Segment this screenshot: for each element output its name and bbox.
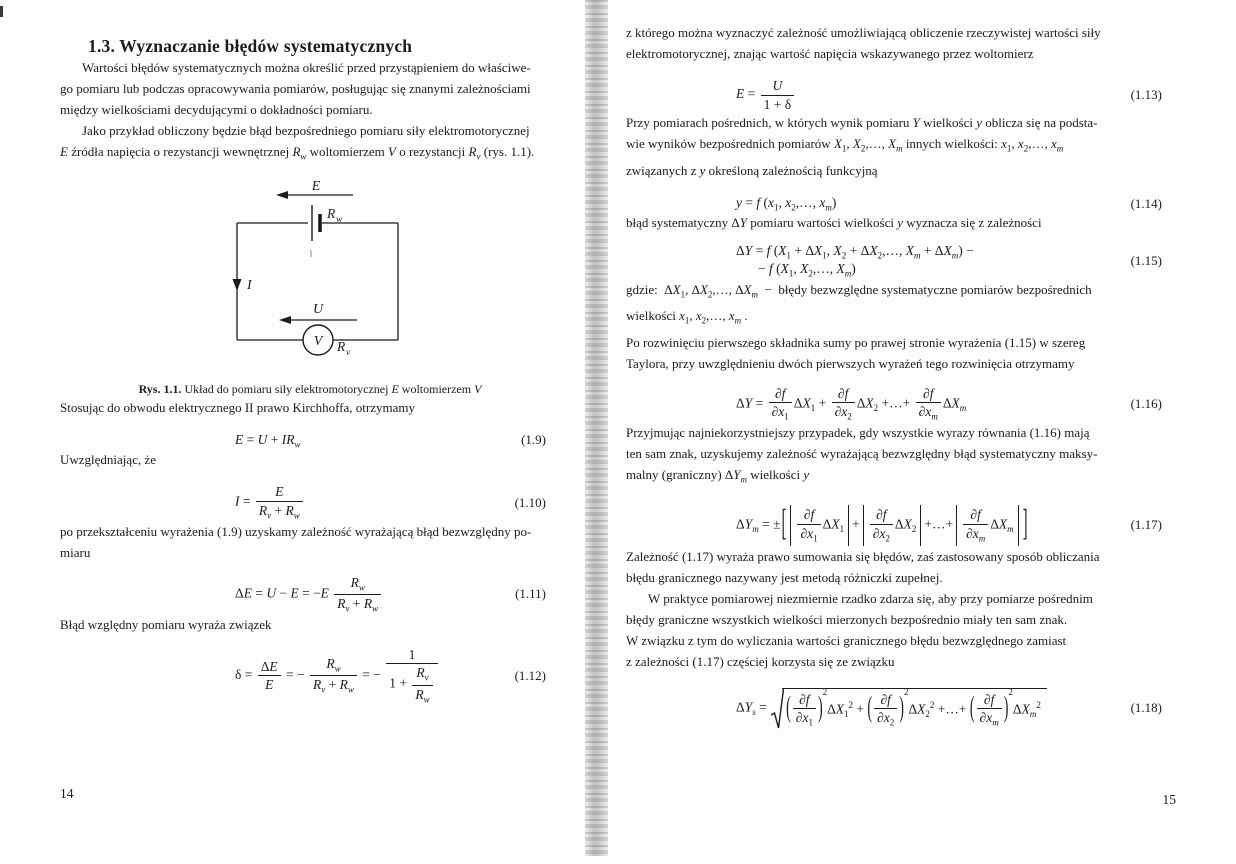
paragraph-intro: Wartości błędów systematycznych można określić przed przystąpieniem do właściwe- go pomiaru lub podczas opracowywania pomiarów, posługując się znanymi zależnościami między wielkościami decydującymi o dokładności pomiaru. bbox=[60, 60, 531, 117]
equation-1-18-body: $\Delta Y_s$ = ( $\frac{\partial f}{\partial x_1}$ )$^2\Delta X_1^2$ + ( $\frac{\partial f}{\partial x_2}$ )$^2\Delta X_2^2$ +…+ ( $\frac{\partial f}{\partial x_m}$ )$^2\Delta X_m^2$ bbox=[736, 688, 1047, 729]
battery-resistance-sub: w bbox=[336, 214, 343, 225]
equation-1-14 bbox=[626, 195, 1200, 213]
equation-1-16-body: ΔY = $\frac{\partial f}{\partial x_1}$ $\Delta X_1$ + $\frac{\partial f}{\partial x_2}$ $\Delta X_2$ +…+ $\frac{\partial f}{\partial x_m}$ $\Delta X_m$ bbox=[736, 385, 967, 423]
equation-1-15-number: (1.15) bbox=[1130, 253, 1162, 269]
paragraph-po-przeksztalceniu: po przekształceniu wyrażenia (1.9) uzyskamy zależność wyrażającą błąd bezwzględny po- miaru bbox=[60, 523, 532, 560]
equation-1-14-number: (1.14) bbox=[1130, 195, 1162, 211]
paragraph-zaleznosc-emf: z którego można wyznaczyć zależność umożliwiającą obliczenie rzeczywistej wartości siły elektromotorycznej, znając wartość napięcia wskazywanego przez woltomierz bbox=[626, 25, 1101, 61]
equation-1-9 bbox=[60, 432, 560, 450]
paragraph-przyjmujac: Przyjmując najniekorzystniejszy przypadek, gdy wszystkie wyrazy równania (1.16) mają ten sam znak, uzyskujemy zależność wyrażającą bezwzględny błąd systematyczny maksy- malny (graniczny) $\Delta Y_m$ wielkości y bbox=[626, 425, 1098, 486]
voltmeter-resistance-sub: v bbox=[346, 347, 351, 358]
equation-1-9-number: (1.9) bbox=[521, 432, 546, 448]
equation-1-16 bbox=[626, 386, 1200, 423]
voltmeter-resistance-label: R bbox=[337, 338, 346, 354]
paragraph-taylor: Po rozwinięciu pierwszego składnika sumy po prawej stronie wyrażenia (1.15) w szereg Taylora, przy uwzględnieniu dwóch pierwszych wyrażeń tego rozwinięcia otrzymamy bbox=[626, 334, 1086, 371]
equation-1-10-body: I = $\frac{E}{R_v + R_w}$ bbox=[235, 484, 305, 521]
voltmeter-symbol bbox=[303, 325, 333, 355]
left-page bbox=[0, 0, 586, 864]
right-page bbox=[608, 0, 1236, 864]
page-number-right: 15 bbox=[1162, 792, 1176, 807]
paragraph-blad-wzgledny: Błąd względny pomiaru wyraża związek bbox=[60, 616, 272, 632]
paragraph-gdzie: gdzie: $\Delta X_1$, $\Delta X_2,\dots$, $\Delta X_m$ − błędy bezwzględne systematyczne pomiarów bezpośrednich wielkości $x_1$, $x_2,\dots$, $x_m$ . bbox=[626, 281, 1092, 326]
equation-1-16-number: (1.16) bbox=[1130, 396, 1162, 412]
equation-1-13-number: (1.13) bbox=[1130, 87, 1162, 103]
paragraph-praktyka: W praktyce pomiarowej niezmiernie rzadko zdarza się, aby przy pomiarze pośrednim błędy graniczne wszystkich wielkości mierzonych bezpośrednio miały ten sam znak. W związku z tym do wyliczania wartości granicznego błędu bezwzględnego zamiast z zależności (1.17) częściej korzysta się ze związku bbox=[626, 590, 1093, 669]
equation-1-10 bbox=[60, 484, 560, 521]
equation-1-15-line2: − f ($X_1$, $X_2,\dots$, $X_m$) bbox=[758, 261, 856, 279]
paragraph-pomiary-posrednie: Przy pomiarach pośrednich, w których wynik pomiaru Y wielkości y oblicza się na podsta- wie wyników bezpośrednich pomiarów $X_1$, $X_2,\dots$, $X_m$ innych wielkości: $x_1$, $x_2,\dots$, $x_m$ związanych z y określoną zależnością funkcyjną bbox=[626, 115, 1098, 178]
page-number-left: 14 bbox=[60, 786, 74, 801]
equation-1-17-number: (1.17) bbox=[1130, 517, 1162, 533]
equation-1-12-number: (1.12) bbox=[514, 667, 546, 683]
equation-1-13 bbox=[626, 78, 1200, 112]
circuit-diagram bbox=[190, 178, 430, 378]
equation-1-17 bbox=[626, 505, 1200, 546]
emf-label: E bbox=[311, 178, 321, 194]
figure-caption: Rys. 1.1. Układ do pomiaru siły elektromotorycznej E woltomierzem V bbox=[138, 381, 482, 396]
equation-1-13-body: E = $\frac{U}{1 + \delta}$ bbox=[736, 78, 796, 112]
equation-1-15-body bbox=[736, 243, 974, 278]
voltage-label: U bbox=[312, 301, 324, 317]
equation-1-17-body: $\Delta Y_m$ = ±[ $\frac{\partial f}{\partial x_1}$ $\Delta X_1$ + $\frac{\partial f}{\partial x_2}$ $\Delta X_2$ +…+ $\frac{\partial f}{\partial x_m}$ $\Delta X_m$ ] bbox=[736, 504, 1028, 545]
equation-1-11-body: ΔE = U − E = −E $\frac{R_w}{R_v + R_w}$ bbox=[235, 575, 383, 614]
circuit-wires bbox=[237, 223, 398, 340]
equation-1-15-line1: ΔY = f ($X_1 + \Delta X_1$, $X_2$ + $\Delta X_2,\dots$, $X_m + \Delta X_m$) − bbox=[736, 243, 974, 262]
figure-1-1 bbox=[60, 178, 560, 397]
paragraph-blad-systematyczny: błąd systematyczny ΔY pomiaru wartości wielkości y wyznacza się z zależności bbox=[626, 215, 1042, 231]
equation-1-18 bbox=[626, 688, 1200, 729]
paragraph-uwzgledniajac: Uwzględniając, że bbox=[60, 452, 157, 468]
equation-1-10-number: (1.10) bbox=[514, 494, 546, 510]
circuit-labels bbox=[246, 179, 351, 358]
equation-1-9-body: $E = U + IR_w$ bbox=[235, 431, 301, 450]
equation-1-12 bbox=[60, 647, 560, 705]
current-arrow-icon bbox=[233, 279, 242, 291]
equation-1-11 bbox=[60, 575, 560, 614]
section-title: 1.3. Wyznaczanie błędów systematycznych bbox=[88, 36, 413, 56]
equation-1-15 bbox=[626, 243, 1200, 278]
current-label: I bbox=[247, 277, 252, 293]
paragraph-example: Jako przykład obliczony będzie błąd bezpośredniego pomiaru siły elektromotorycznej E źródła napięcia o rezystancji wewnętrznej $R_w$ woltomierzem V o rezystancji $R_v$ (rys. 1.1). bbox=[60, 123, 535, 162]
voltage-arrow-icon bbox=[279, 316, 357, 324]
equation-1-18-number: (1.18) bbox=[1130, 699, 1162, 715]
page-fold-gutter bbox=[585, 0, 608, 856]
equation-1-11-number: (1.11) bbox=[515, 586, 546, 602]
equation-1-12-body: δ = $\frac{\Delta E}{E}$ = − $\frac{R_w}{R_v + R_w}$ = − 1 1 + $\frac{R_v}{R_w}$ bbox=[235, 647, 440, 705]
paragraph-kirchhoff: Stosując do obwodu elektrycznego II prawo Kirchhoffa, otrzymamy bbox=[60, 399, 415, 415]
equation-1-14-body: y = f ($x_1$, $x_2,\dots$, $x_m$) bbox=[736, 194, 837, 213]
voltmeter-label: V bbox=[313, 333, 323, 349]
battery-resistance-label: R bbox=[327, 205, 336, 221]
paragraph-zaleznosc-117: Zależność (1.17) wyraża prawo sumowania się błędów, zaś zastosowany sposób obliczania błędu granicznego nazywany jest metodą różniczki zupełnej. bbox=[626, 548, 1100, 585]
battery-symbol bbox=[311, 205, 320, 257]
